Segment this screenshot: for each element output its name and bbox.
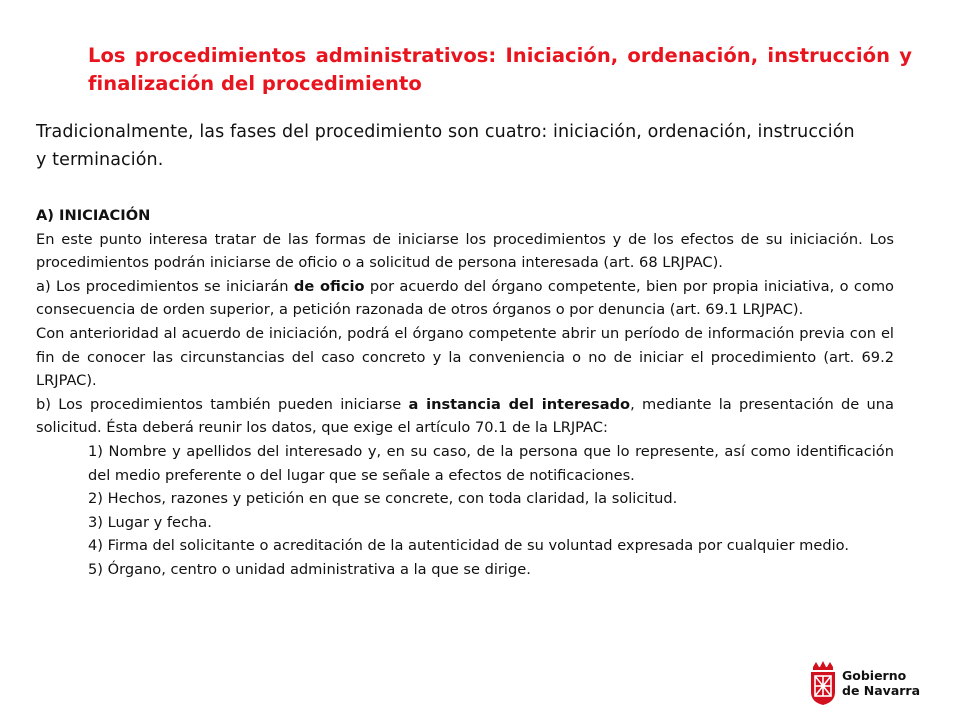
paragraph-informacion-previa: Con anterioridad al acuerdo de iniciación, podrá el órgano competente abrir un período de información previa con el fin de conocer las circunstancias del caso concreto y la conveniencia o no de iniciar el procedimiento (art. 69.2 LRJPAC). — [36, 324, 894, 390]
text-segment: por acuerdo del órgano competente, bien por propia iniciativa, o como consecuencia de orden superior, a petición razonada de otros órganos o por denuncia (art. 69.1 LRJPAC). — [36, 277, 894, 319]
text-segment: , mediante la presentación de una solicitud. Ésta deberá reunir los datos, que exige el artículo 70.1 de la LRJPAC: — [36, 395, 894, 437]
paragraph-instancia — [36, 393, 894, 440]
paragraph-de-oficio — [36, 275, 894, 322]
navarra-crest-icon — [808, 660, 838, 706]
gobierno-de-navarra-logo — [808, 660, 928, 708]
text-segment: a) Los procedimientos se iniciarán — [36, 277, 294, 295]
paragraph-intro: En este punto interesa tratar de las formas de iniciarse los procedimientos y de los efectos de su iniciación. Los procedimientos podrán iniciarse de oficio o a solicitud de persona interesada (art. 68 LRJPAC). — [36, 230, 894, 272]
highlight-de-oficio: de oficio — [293, 277, 365, 295]
logo-text — [842, 668, 920, 698]
logo-line-1: Gobierno — [842, 668, 907, 683]
crest-center — [821, 684, 826, 689]
list-item: 5) Órgano, centro o unidad administrativa a la que se dirige. — [88, 560, 531, 578]
list-item: 1) Nombre y apellidos del interesado y, en su caso, de la persona que lo represente, así como identificación del medio preferente o del lugar que se señale a efectos de notificaciones. — [88, 442, 894, 484]
slide-title: Los procedimientos administrativos: Iniciación, ordenación, instrucción y finalización del procedimiento — [88, 44, 912, 95]
logo-line-2: de Navarra — [842, 683, 921, 698]
section-heading: A) INICIACIÓN — [36, 207, 151, 224]
crest-crown — [813, 661, 833, 670]
list-item: 4) Firma del solicitante o acreditación de la autenticidad de su voluntad expresada por cualquier medio. — [88, 537, 849, 555]
slide-body — [36, 204, 894, 582]
list-item: 3) Lugar y fecha. — [88, 513, 212, 531]
text-segment: b) Los procedimientos también pueden iniciarse — [36, 395, 409, 413]
intro-text: Tradicionalmente, las fases del procedimiento son cuatro: iniciación, ordenación, instrucción y terminación. — [36, 122, 855, 170]
highlight-instancia: a instancia del interesado — [408, 395, 631, 413]
list-item: 2) Hechos, razones y petición en que se concrete, con toda claridad, la solicitud. — [88, 490, 678, 508]
